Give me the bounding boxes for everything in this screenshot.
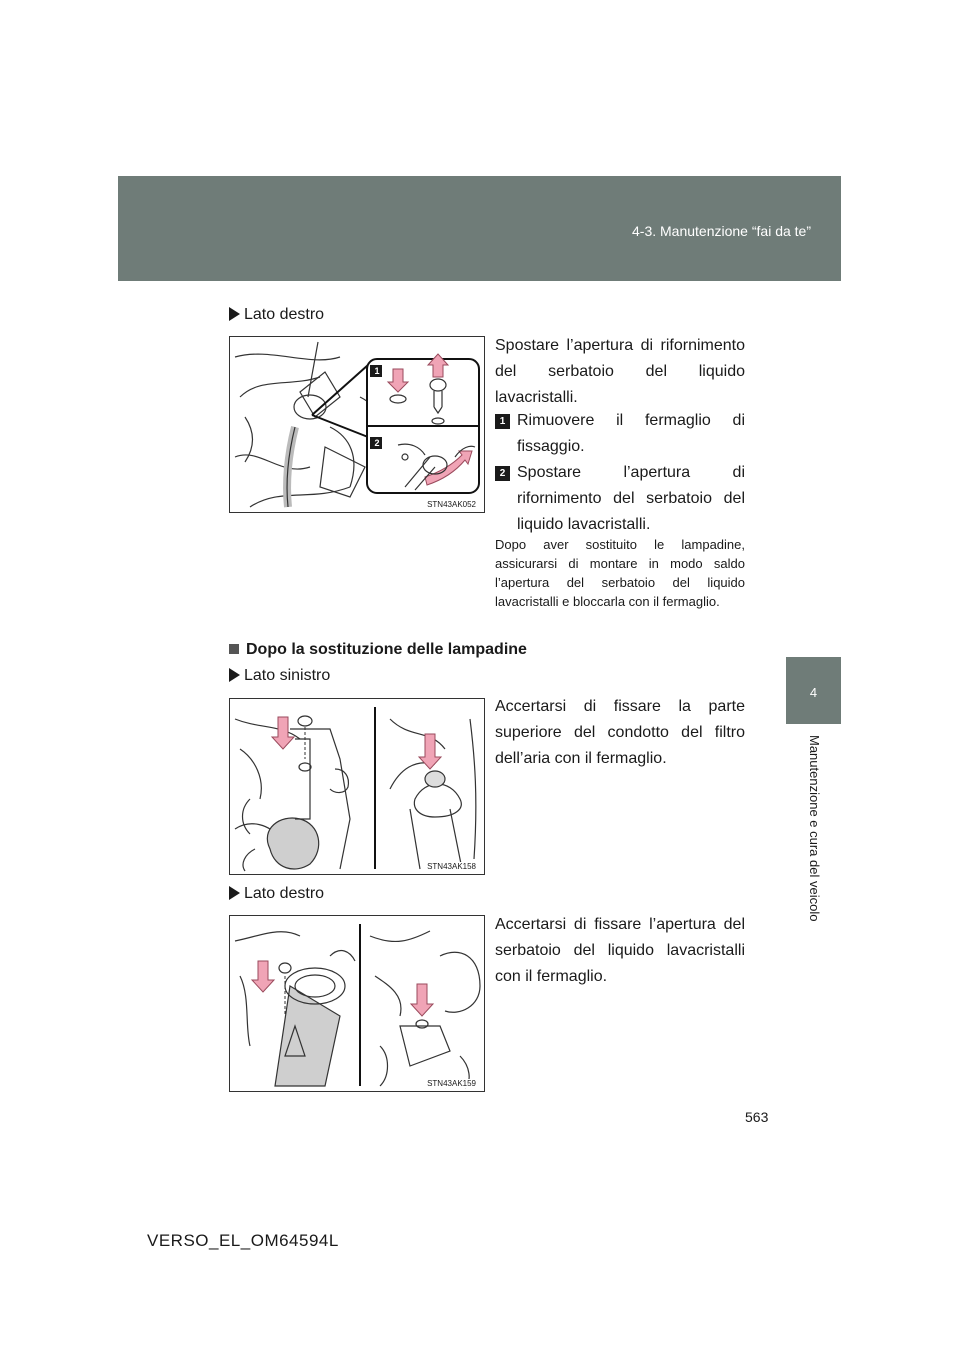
bullet-right-side-1 (229, 306, 324, 324)
section-title: 4-3. Manutenzione “fai da te” (632, 223, 811, 239)
header-band (118, 176, 841, 281)
chapter-tab (786, 657, 841, 724)
bullet-label: Lato destro (244, 885, 325, 902)
air-filter-illustration (230, 699, 485, 875)
bullet-right-side-2 (229, 885, 324, 903)
callout-1: 1 (374, 366, 380, 376)
step-2 (495, 460, 745, 538)
section-heading (229, 641, 527, 659)
step-text-1: Rimuovere il fermaglio di fissaggio. (517, 412, 745, 455)
step-text-2: Spostare l’apertura di rifornimento del serbatoio del liquido lavacristalli. (517, 464, 745, 533)
callout-2: 2 (374, 438, 380, 448)
step-1 (495, 408, 745, 460)
page-number: 563 (745, 1109, 769, 1125)
washer-filler-illustration (230, 916, 485, 1092)
intro-paragraph: Spostare l’apertura di rifornimento del serbatoio del liquido lavacristalli. (495, 337, 745, 406)
figure-air-filter-clip (229, 698, 485, 875)
triangle-bullet-icon (229, 886, 240, 900)
step-number-1: 1 (495, 414, 510, 429)
engine-bay-illustration (230, 337, 485, 513)
triangle-bullet-icon (229, 668, 240, 682)
figure-code: STN43AK159 (427, 1079, 476, 1088)
chapter-title: Manutenzione e cura del veicolo (807, 735, 822, 922)
left-side-text: Accertarsi di fissare la parte superiore del condotto del filtro dell’aria con il fermaglio. (495, 698, 745, 767)
bullet-label: Lato sinistro (244, 667, 331, 684)
figure-washer-filler-clip (229, 915, 485, 1092)
figure-washer-filler-move (229, 336, 485, 513)
figure-code: STN43AK052 (427, 500, 476, 509)
footer-code: VERSO_EL_OM64594L (147, 1231, 339, 1250)
figure-code: STN43AK158 (427, 862, 476, 871)
triangle-bullet-icon (229, 307, 240, 321)
note-paragraph: Dopo aver sostituito le lampadine, assicurarsi di montare in modo saldo l’apertura del serbatoio del liquido lavacristalli e bloccarla con il fermaglio. (495, 537, 745, 609)
section-heading-text: Dopo la sostituzione delle lampadine (246, 641, 527, 658)
bullet-label: Lato destro (244, 306, 325, 323)
right-side-text: Accertarsi di fissare l’apertura del serbatoio del liquido lavacristalli con il fermaglio. (495, 916, 745, 985)
step-number-2: 2 (495, 466, 510, 481)
square-bullet-icon (229, 644, 239, 654)
bullet-left-side (229, 667, 330, 685)
chapter-number: 4 (809, 685, 818, 700)
